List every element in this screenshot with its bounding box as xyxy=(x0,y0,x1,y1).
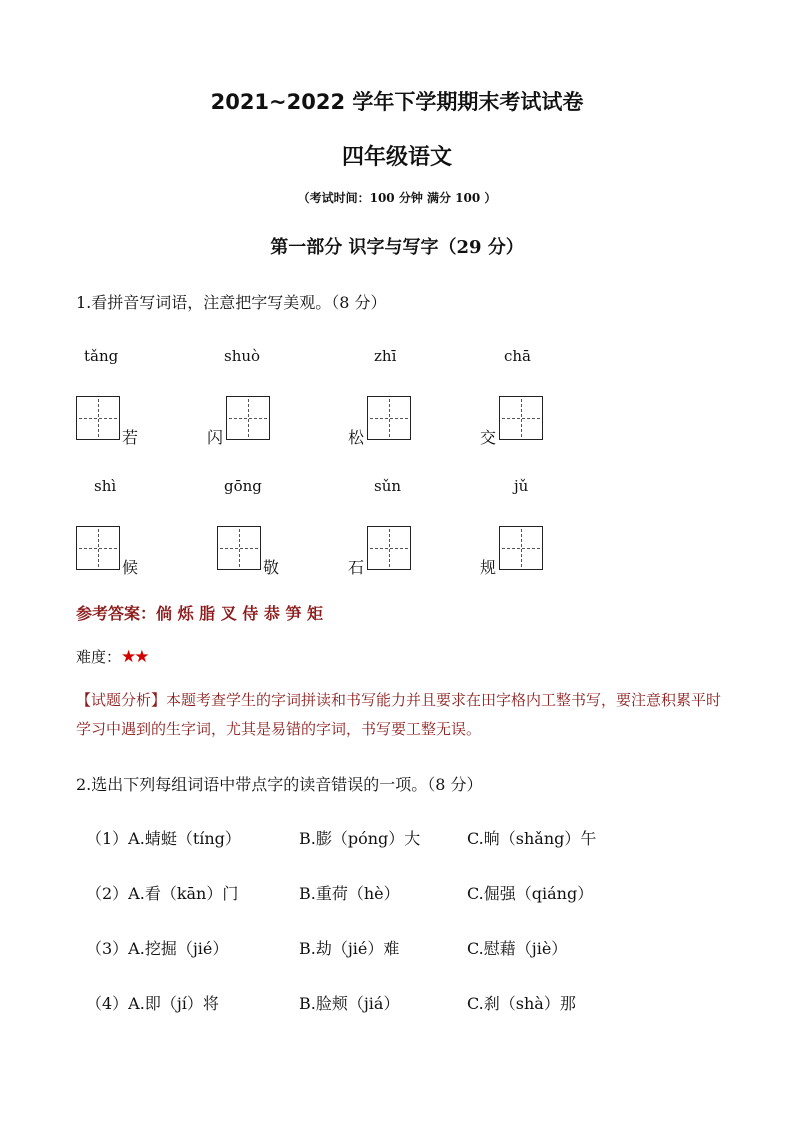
given-character: 若 xyxy=(122,428,139,447)
difficulty-label: 难度： xyxy=(76,648,122,666)
pinyin-label: shì xyxy=(94,477,117,495)
star-icon: ★★ xyxy=(121,647,148,667)
pinyin-label: zhī xyxy=(374,347,397,365)
option-b: B.脸颊（jiá） xyxy=(299,994,400,1013)
tianzige-writing-box[interactable] xyxy=(499,526,543,570)
given-character: 石 xyxy=(348,558,365,577)
given-character: 交 xyxy=(480,428,497,447)
question-analysis: 【试题分析】本题考查学生的字词拼读和书写能力并且要求在田字格内工整书写，要注意积累平时学习中遇到的生字词，尤其是易错的字词，书写要工整无误。 xyxy=(76,691,722,738)
given-character: 闪 xyxy=(207,428,224,447)
given-character: 规 xyxy=(480,558,497,577)
pinyin-label: tǎng xyxy=(84,347,119,365)
option-c: C.晌（shǎng）午 xyxy=(467,829,597,848)
pinyin-label: sǔn xyxy=(374,477,402,495)
pinyin-label: shuò xyxy=(224,347,261,365)
option-a: （4）A.即（jí）将 xyxy=(86,994,219,1013)
difficulty-rating xyxy=(76,646,148,667)
option-a: （1）A.蜻蜓（tíng） xyxy=(86,829,241,848)
exam-title: 2021~2022 学年下学期期末考试试卷 xyxy=(210,90,584,114)
option-c: C.刹（shà）那 xyxy=(467,994,576,1013)
exam-subject: 四年级语文 xyxy=(341,145,452,170)
option-c: C.倔强（qiáng） xyxy=(467,884,594,903)
pinyin-label: jǔ xyxy=(514,477,529,495)
tianzige-writing-box[interactable] xyxy=(367,526,411,570)
pinyin-label: chā xyxy=(504,347,532,365)
tianzige-writing-box[interactable] xyxy=(499,396,543,440)
given-character: 松 xyxy=(348,428,365,447)
option-b: B.劫（jié）难 xyxy=(299,939,400,958)
option-c: C.慰藉（jiè） xyxy=(467,939,568,958)
reference-answer: 参考答案：倘 烁 脂 叉 侍 恭 笋 矩 xyxy=(76,604,323,623)
tianzige-writing-box[interactable] xyxy=(367,396,411,440)
exam-info: （考试时间：100 分钟 满分 100 ） xyxy=(297,191,497,205)
option-a: （3）A.挖掘（jié） xyxy=(86,939,229,958)
given-character: 敬 xyxy=(263,558,280,577)
tianzige-writing-box[interactable] xyxy=(217,526,261,570)
tianzige-writing-box[interactable] xyxy=(76,526,120,570)
tianzige-writing-box[interactable] xyxy=(76,396,120,440)
option-b: B.重荷（hè） xyxy=(299,884,400,903)
tianzige-writing-box[interactable] xyxy=(226,396,270,440)
section-title: 第一部分 识字与写字（29 分） xyxy=(270,237,524,258)
question-2-prompt: 2.选出下列每组词语中带点字的读音错误的一项。（8 分） xyxy=(76,775,483,794)
given-character: 候 xyxy=(122,558,139,577)
question-1-prompt: 1.看拼音写词语，注意把字写美观。（8 分） xyxy=(76,293,387,312)
option-a: （2）A.看（kān）门 xyxy=(86,884,239,903)
option-b: B.膨（póng）大 xyxy=(299,829,421,848)
pinyin-label: gōng xyxy=(224,477,262,495)
